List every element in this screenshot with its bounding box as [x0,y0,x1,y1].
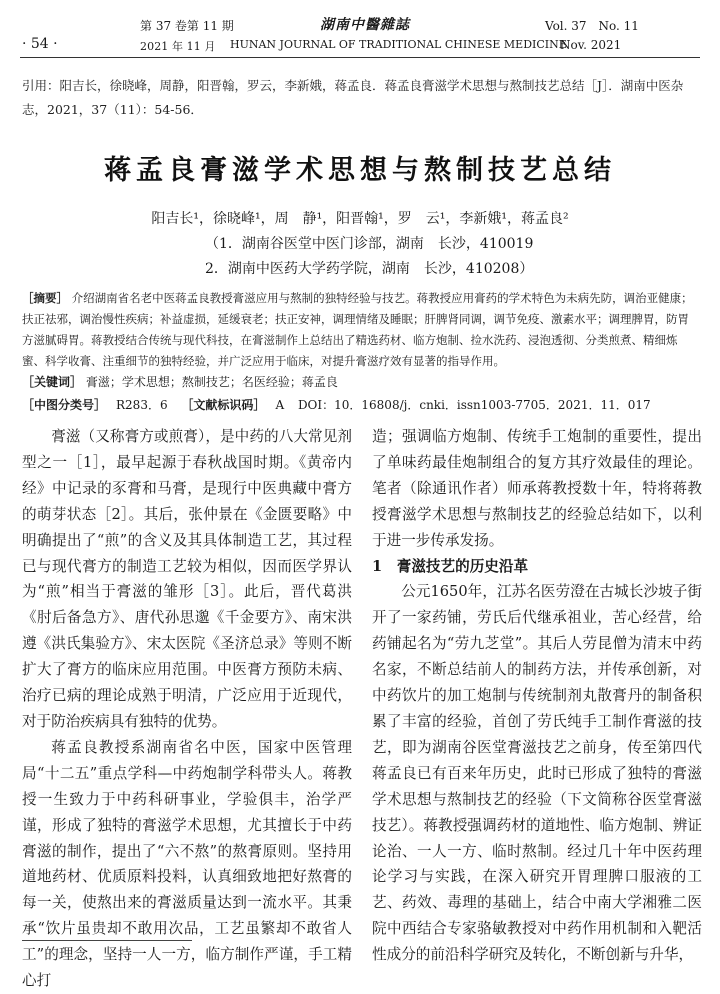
affiliation-2: 2．湖南中医药大学药学院，湖南 长沙，410208） [205,261,534,277]
abstract-text: 介绍湖南省名老中医蒋孟良教授膏滋应用与熬制的独特经验与技艺。蒋教授应用膏药的学术特色为未病先防，调治亚健康；扶正祛邪，调治慢性疾病；补益虚损，延缓衰老；扶正安神，调理情绪及睡眠；肝脾肾同调，调节免疫、激素水平；调理脾胃，防胃方滋腻碍胃。蒋教授结合传统与现代科技，在膏滋制作上总结出了精选药材、临方炮制、捡水洗药、浸泡透彻、分类煎煮、精细炼蜜、科学收膏、注重细节的独特经验，并广泛应用于临床，对提升膏滋疗效有显著的指导作用。 [22,291,693,368]
page-number: · 54 · [22,36,58,52]
journal-name-en: HUNAN JOURNAL OF TRADITIONAL CHINESE MEDICINE [230,38,567,51]
body-paragraph-continued: 造；强调临方炮制、传统手工炮制的重要性，提出了单味药最佳炮制组合的复方其疗效最佳的理论。笔者（除通讯作者）师承蒋教授数十年，特将蒋教授膏滋学术思想与熬制技艺的经验总结如下，以利于进一步传承发扬。 [372,428,702,549]
citation: 引用：阳吉长，徐晓峰，周静，阳晋翰，罗云，李新娥，蒋孟良．蒋孟良膏滋学术思想与熬制技艺总结［J］．湖南中医杂志，2021，37（11）：54-56． [22,78,684,117]
doc-code-value: A [275,398,285,412]
section-heading: 1 膏滋技艺的历史沿革 [372,557,529,575]
body-paragraph: 蒋孟良教授系湖南省名中医，国家中医管理局“十二五”重点学科—中药炮制学科带头人。蒋教授一生致力于中药科研事业，学验俱丰，治学严谨，形成了独特的膏滋学术思想，尤其擅长于中药膏滋的制作，提出了“六不熬”的熬膏原则。坚持用道地药材、优质原料投料，认真细致地把好熬膏的每一关，使熬出来的膏滋质量达到一流水平。其秉承“饮片虽贵却不敢用次品，工艺虽繁却不敢省人工”的理念，坚持一人一方，临方制作严谨，手工精心打 [22,738,352,990]
abstract [22,288,698,372]
abstract-label: ［摘要］ [22,291,68,305]
doc-code-label: ［文献标识码］ [181,398,266,412]
keywords-text: 膏滋；学术思想；熬制技艺；名医经验；蒋孟良 [85,375,338,389]
affiliation-1: （1．湖南谷医堂中医门诊部，湖南 长沙，410019 [205,236,534,252]
header-rule [20,57,700,58]
classification-line [22,396,698,413]
body-paragraph: 公元1650年，江苏名医劳澄在古城长沙坡子街开了一家药铺，劳氏后代继承祖业，苦心经营，给药铺起名为“劳九芝堂”。其后人劳昆僧为清末中药名家，不断总结前人的制药方法，并传承创新，对中药饮片的加工炮制与传统制剂丸散膏丹的制备积累了丰富的经验，首创了劳氏纯手工制作膏滋的技艺，即为湖南谷医堂膏滋技艺之前身，传至第四代蒋孟良已有百来年历史，此时已形成了独特的膏滋学术思想与熬制技艺的经验（下文简称谷医堂膏滋技艺）。蒋教授强调药材的道地性、临方炮制、辨证论治、一人一方、临时熬制。经过几十年中医药理论学习与实践，在深入研究开胃理脾口服液的工艺、药效、毒理的基础上，结合中南大学湘雅二医院中西结合专家骆敏教授对中药作用机制和入靶活性成分的前沿科学研究及转化，不断创新与升华， [372,583,702,964]
volume-issue-en: Vol. 37 No. 11 [545,19,639,33]
volume-issue-cn: 第 37 卷第 11 期 [140,19,234,33]
journal-name-cn: 湖南中醫雜誌 [320,17,410,33]
keywords [22,373,698,390]
author-list: 阳吉长¹，徐晓峰¹，周 静¹，阳晋翰¹，罗 云¹，李新娥¹，蒋孟良² [151,211,569,227]
article-title: 蒋孟良膏滋学术思想与熬制技艺总结 [104,155,616,186]
date-cn: 2021 年 11 月 [140,40,216,53]
body-column-right [372,424,702,968]
running-header [0,0,720,60]
keywords-label: ［关键词］ [22,375,83,389]
clc-value: R283．6 [116,398,168,412]
footnote-rule [22,940,192,941]
doi: DOI：10．16808/j．cnki．issn1003-7705．2021．11．017 [297,398,651,412]
body-paragraph: 膏滋（又称膏方或煎膏），是中药的八大常见剂型之一［1］，最早起源于春秋战国时期。《黄帝内经》中记录的豕膏和马膏，是现行中医典藏中膏方的萌芽状态［2］。其后，张仲景在《金匮要略》中明确提出了“煎”的含义及其具体制造工艺，其过程已与现代膏方的制造工艺较为相似，因而医学界认为“煎”相当于膏滋的雏形［3］。此后，晋代葛洪《肘后备急方》、唐代孙思邈《千金要方》、南宋洪遵《洪氏集验方》、宋太医院《圣济总录》等则不断扩大了膏方的临床应用范围。中医膏方预防未病、治疗已病的理论成熟于明清，广泛应用于近现代，对于防治疾病具有独特的优势。 [22,428,352,730]
body-column-left [22,424,352,994]
date-en: Nov. 2021 [560,38,622,52]
clc-label: ［中图分类号］ [22,398,107,412]
